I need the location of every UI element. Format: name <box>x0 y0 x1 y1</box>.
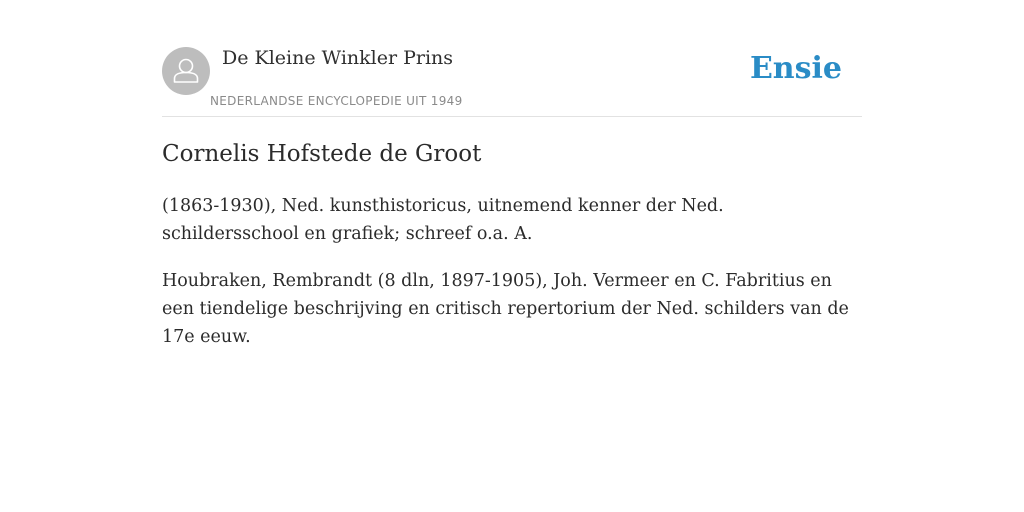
page-container <box>162 0 862 512</box>
source-header <box>162 0 862 117</box>
ensie-logo-link[interactable]: Ensie <box>749 51 842 86</box>
source-subtitle: NEDERLANDSE ENCYCLOPEDIE UIT 1949 <box>210 94 463 108</box>
article-title: Cornelis Hofstede de Groot <box>162 141 482 167</box>
article-paragraph: Houbraken, Rembrandt (8 dln, 1897-1905), Joh. Vermeer en C. Fabritius en een tiendelige beschrijving en critisch repertorium der Ned. schilders van de 17e eeuw. <box>162 271 849 347</box>
source-title[interactable]: De Kleine Winkler Prins <box>222 47 454 69</box>
article-paragraph: (1863-1930), Ned. kunsthistoricus, uitnemend kenner der Ned. schildersschool en grafiek; schreef o.a. A. <box>162 196 724 244</box>
avatar[interactable] <box>162 47 210 95</box>
user-icon <box>162 47 210 95</box>
